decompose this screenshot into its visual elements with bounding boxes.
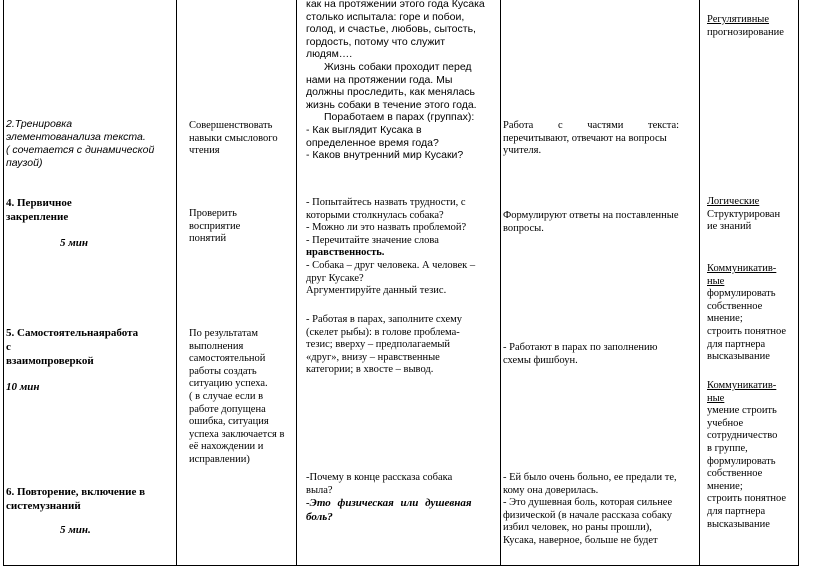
uud-text: умение строить [707, 405, 777, 417]
student-stage-5 [503, 342, 697, 367]
uud-text: высказывание [707, 351, 770, 363]
goal-line: выполнения [189, 340, 244, 352]
text-line: - Работают в парах по заполнению [503, 342, 658, 353]
text-line: физической (в начале рассказа собаку [503, 509, 672, 521]
goal-stage-4 [189, 208, 297, 246]
text-line: кому она доверилась. [503, 484, 599, 496]
text-line: жизнь собаки в течение этого года. [306, 98, 477, 111]
uud-text: собственное [707, 300, 763, 312]
question-line: - Каков внутренний мир Кусаки? [306, 149, 464, 162]
goal-line: По результатам [189, 328, 258, 339]
keyword-morality: нравственность. [306, 247, 385, 259]
text-line: - Это душевная боль, которая сильнее [503, 497, 673, 509]
text-line: - Ей было очень больно, ее предали те, [503, 472, 677, 483]
uud-text: для партнера [707, 505, 766, 517]
text-line: - Собака – друг человека. А человек – [306, 259, 476, 271]
text-line: голод, и счастье, любовь, сытость, [306, 23, 476, 36]
text-line: вопросы. [503, 222, 544, 234]
uud-text: ие знаний [707, 221, 752, 233]
stage-2-note: ( сочетается с динамической паузой) [6, 144, 155, 169]
text-line: -Почему в конце рассказа собака [306, 472, 453, 483]
uud-text: Структурирован [707, 208, 781, 220]
text-line: - Перечитайте значение слова [306, 234, 439, 246]
uud-text: собственное [707, 468, 763, 480]
goal-line: навыки смыслового [189, 132, 278, 144]
uud-communicative-1 [707, 263, 799, 364]
goal-line: работы создать [189, 365, 257, 377]
text-line: (скелет рыбы): в голове проблема- [306, 326, 460, 338]
text-line: Жизнь собаки проходит перед [324, 60, 472, 73]
student-stage-2 [503, 120, 697, 158]
student-stage-4 [503, 210, 697, 235]
uud-title: Логические [707, 196, 760, 207]
uud-title: Коммуникатив- [707, 380, 777, 391]
text-line: учителя. [503, 145, 542, 157]
uud-text: формулировать [707, 455, 776, 467]
stage-4-title-line2: закрепление [6, 211, 69, 223]
stage-5-time: 10 мин [6, 381, 40, 393]
uud-text: для партнера [707, 338, 766, 350]
text-line: боль? [306, 510, 333, 523]
uud-title: ные [707, 392, 725, 404]
stage-6-time: 5 мин. [60, 524, 91, 536]
uud-regulative [707, 14, 799, 39]
goal-line: её нахождении и [189, 441, 264, 453]
goal-line: исправлении) [189, 453, 250, 465]
uud-text: высказывание [707, 518, 770, 530]
uud-communicative-2 [707, 380, 799, 531]
stage-6-block [6, 485, 145, 513]
text-line: - Можно ли это назвать проблемой? [306, 222, 467, 234]
text-line: тезис; вверху – предполагаемый [306, 339, 451, 351]
goal-stage-5 [189, 328, 297, 467]
text-line: Кусака, наверное, больше не будет [503, 534, 658, 546]
text-line: перечитывают, отвечают на вопросы [503, 132, 667, 144]
uud-text: учебное [707, 417, 744, 429]
text-line: Работа с частями текста: [503, 120, 680, 131]
uud-text: строить понятное [707, 493, 787, 505]
goal-line: восприятие [189, 220, 241, 232]
text-line: Аргументируйте данный тезис. [306, 285, 447, 297]
goal-line: понятий [189, 233, 227, 245]
uud-text: в группе, [707, 442, 748, 454]
pairs-intro: Поработаем в парах (группах): [324, 111, 475, 124]
goal-line: Совершенствовать [189, 120, 273, 131]
goal-line: успеха заключается в [189, 428, 285, 440]
stage-5-block [6, 326, 138, 368]
uud-text: мнение; [707, 313, 743, 325]
stage-4-title-line1: 4. Первичное [6, 197, 72, 209]
text-line: категории; в хвосте – вывод. [306, 364, 434, 376]
text-line: гордость, потому что служит [306, 35, 446, 48]
uud-text: формулировать [707, 288, 776, 300]
text-line: выла? [306, 484, 333, 496]
stage-5-title-line3: взаимопроверкой [6, 355, 94, 367]
stage-2-title: 2.Тренировка элементованализа текста. [6, 118, 146, 143]
text-line: должны проследить, как менялась [306, 86, 476, 99]
text-line: столько испытала: горе и побои, [306, 10, 465, 23]
teacher-stage-2 [306, 0, 494, 162]
stage-column [4, 0, 177, 566]
stage-6-title-line1: 6. Повторение, включение в [6, 486, 146, 498]
text-line: - Попытайтесь назвать трудности, с [306, 197, 466, 208]
goal-line: работе допущена [189, 403, 266, 415]
goal-line: Проверить [189, 208, 237, 219]
goal-line: ошибка, ситуация [189, 416, 269, 428]
uud-text: мнение; [707, 480, 743, 492]
text-line: нами на протяжении года. Мы [306, 73, 453, 86]
text-line: схемы фишбоун. [503, 354, 578, 366]
goal-stage-2 [189, 120, 297, 158]
text-line: людям…. [306, 48, 353, 61]
text-line: избил человек, но раны прошли), [503, 522, 652, 534]
stage-4-time: 5 мин [60, 237, 89, 249]
text-line: «друг», внизу – нравственные [306, 351, 440, 363]
stage-5-title-line2: с [6, 341, 11, 353]
stage-5-title-line1: 5. Самостоятельнаяработа [6, 327, 139, 339]
question-line: - Как выглядит Кусака в [306, 123, 422, 136]
teacher-stage-6 [306, 472, 494, 524]
uud-title: Коммуникатив- [707, 263, 777, 274]
student-stage-6 [503, 472, 697, 548]
uud-text: сотрудничество [707, 430, 778, 442]
goal-line: ситуацию успеха. [189, 378, 268, 390]
text-line: друг Кусаке? [306, 272, 364, 284]
text-line: - Работая в парах, заполните схему [306, 314, 462, 325]
goal-line: ( в случае если в [189, 390, 264, 402]
stage-2-block [6, 118, 166, 170]
uud-logical [707, 196, 799, 234]
teacher-stage-5 [306, 314, 494, 377]
text-line: Формулируют ответы на поставленные [503, 210, 679, 221]
text-line: которыми столкнулась собака? [306, 209, 444, 221]
uud-title: Регулятивные [707, 14, 770, 25]
text-line: как на протяжении этого года Кусака [306, 0, 485, 10]
uud-text: строить понятное [707, 325, 787, 337]
goal-column [177, 0, 297, 566]
stage-6-title-line2: системузнаний [6, 500, 81, 512]
stage-4-block [6, 196, 72, 224]
uud-title: ные [707, 275, 725, 287]
goal-line: самостоятельной [189, 353, 266, 365]
text-line: -Это физическая или душевная [306, 497, 472, 510]
teacher-stage-4 [306, 197, 494, 298]
goal-line: чтения [189, 145, 220, 157]
question-line: определенное время года? [306, 136, 439, 149]
uud-text: прогнозирование [707, 26, 784, 38]
